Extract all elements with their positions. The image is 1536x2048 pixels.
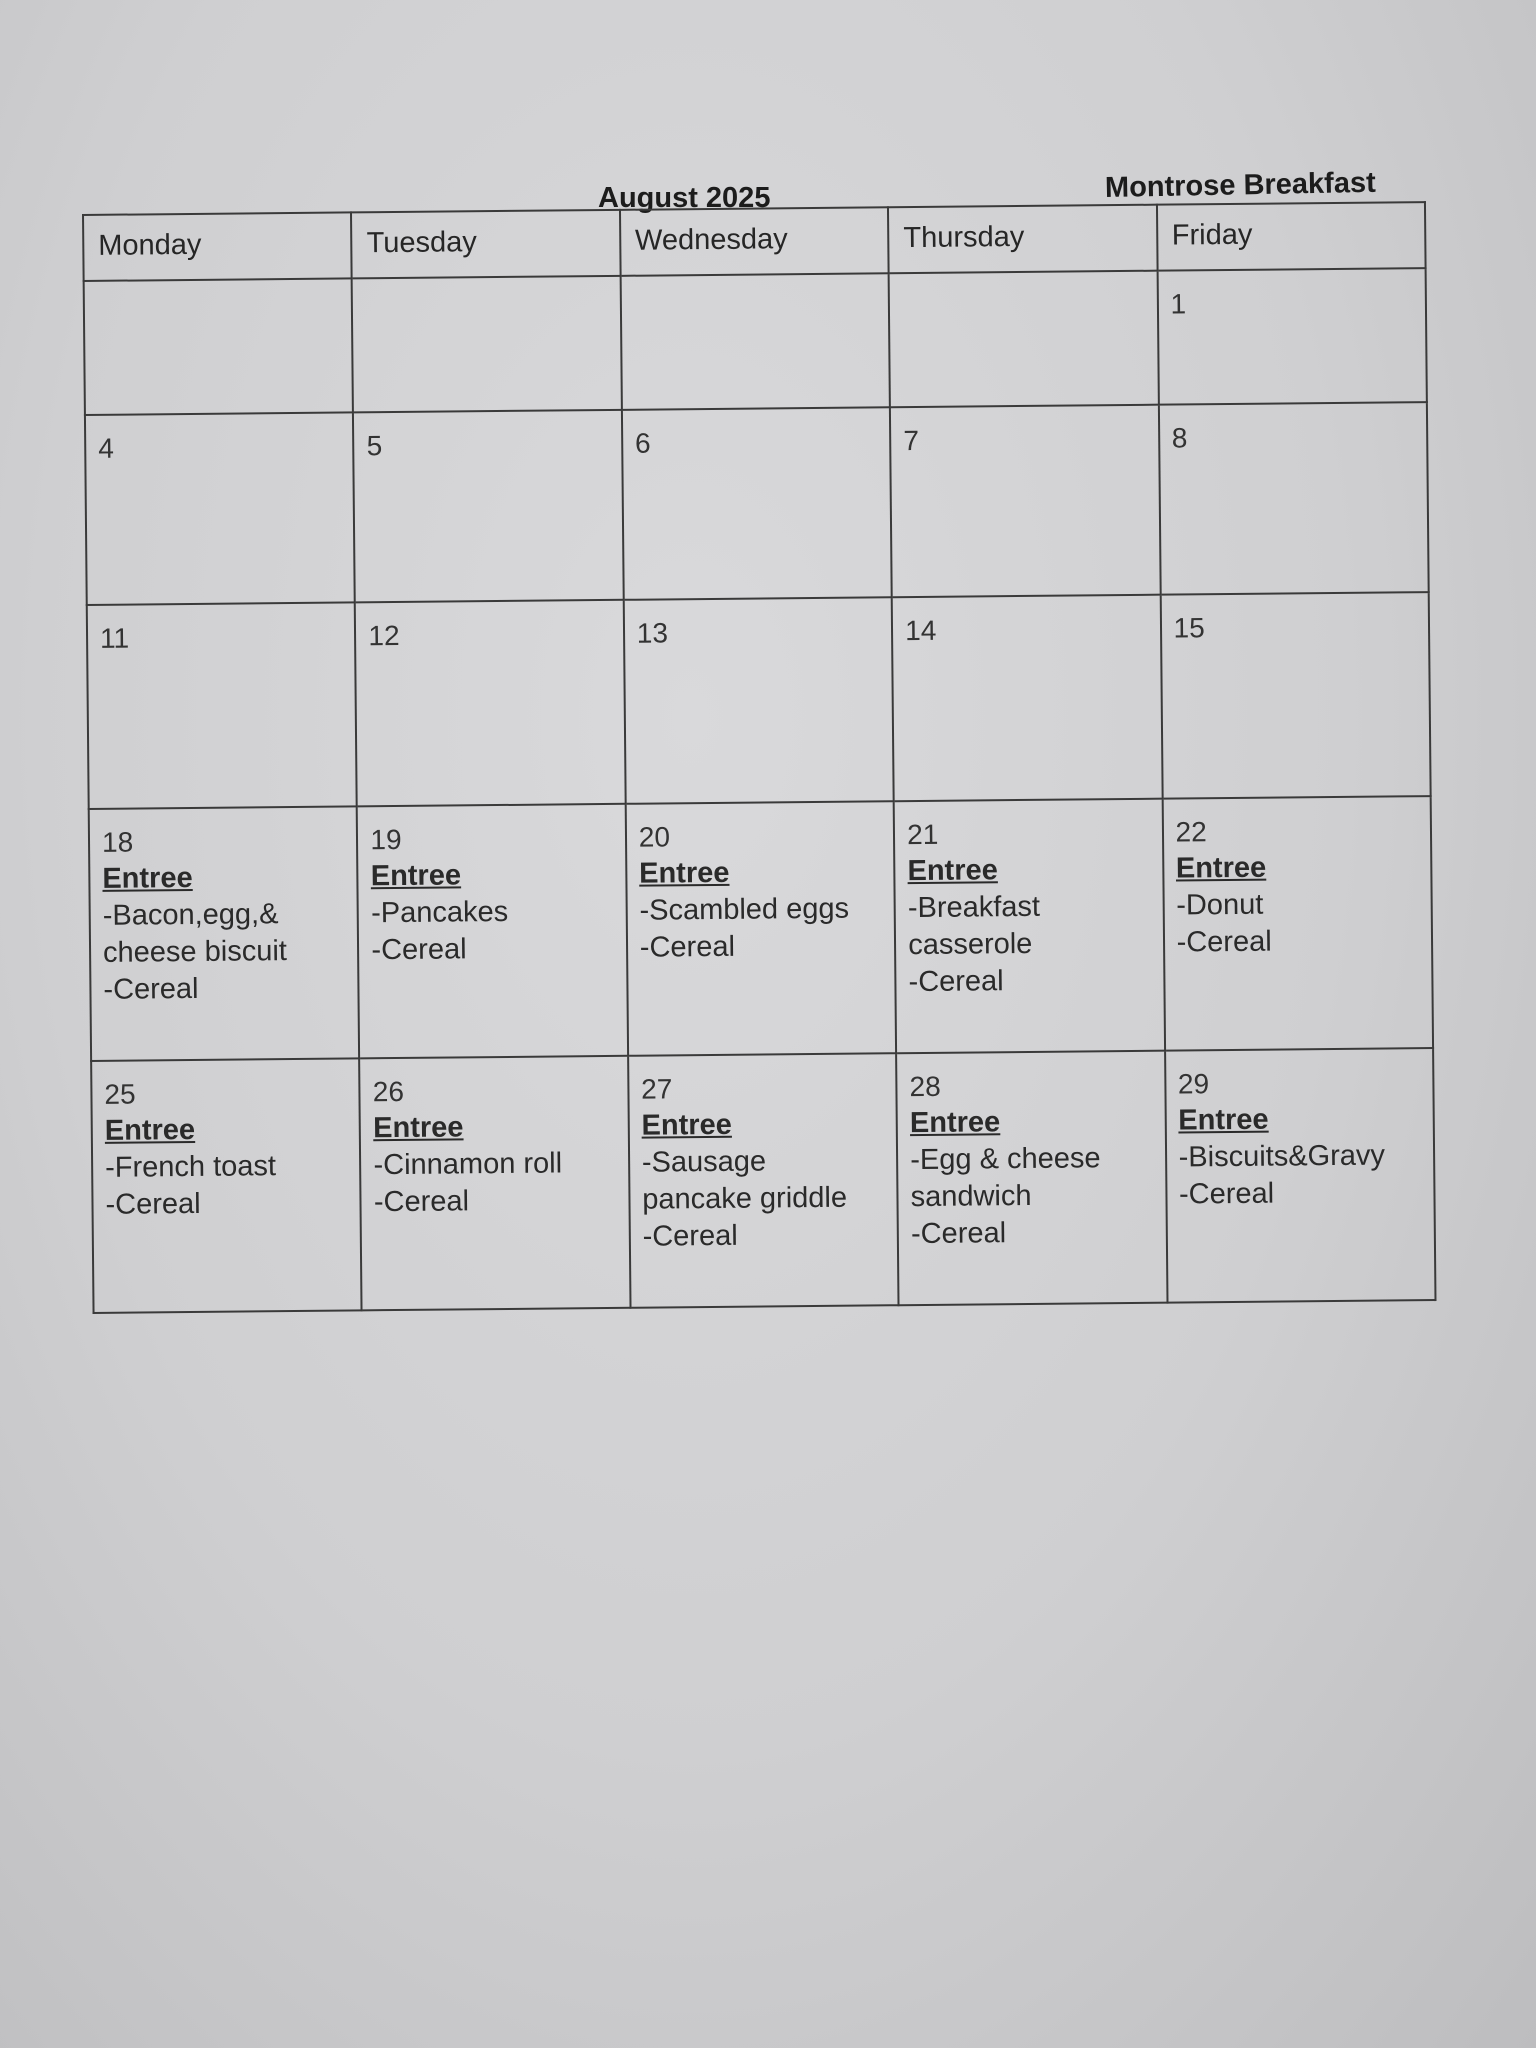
entree-label: Entree	[638, 856, 730, 890]
day-cell	[1160, 592, 1430, 799]
menu-item: -Cereal	[908, 965, 1004, 999]
calendar-table	[82, 201, 1436, 1314]
day-number: 14	[905, 614, 937, 647]
menu-item: -Cereal	[371, 933, 467, 967]
day-cell	[87, 602, 357, 809]
day-number: 12	[368, 619, 400, 652]
day-cell	[896, 1051, 1167, 1306]
day-number	[634, 288, 888, 290]
day-number: 1	[1170, 288, 1187, 320]
day-number: 18	[101, 826, 134, 858]
menu-item: -French toast	[105, 1150, 277, 1184]
menu-item: -Donut	[1176, 888, 1264, 922]
entree-label: Entree	[1175, 851, 1267, 885]
menu-item: -Cereal	[105, 1187, 201, 1221]
weekday-header: Thursday	[888, 205, 1157, 274]
menu-item: pancake griddle	[642, 1181, 848, 1216]
month-heading: August 2025	[598, 182, 771, 214]
day-number	[365, 291, 619, 293]
day-cell	[624, 597, 894, 804]
menu-item: -Egg & cheese	[910, 1142, 1101, 1177]
entree-label: Entree	[1178, 1103, 1269, 1137]
day-cell	[625, 801, 896, 1056]
day-cell	[360, 1056, 631, 1311]
day-number: 29	[1177, 1068, 1210, 1100]
day-number: 5	[366, 430, 383, 462]
entree-label: Entree	[104, 1113, 196, 1147]
week-row	[84, 268, 1427, 415]
day-number: 27	[641, 1073, 673, 1105]
menu-item: -Cereal	[103, 972, 199, 1006]
entree-label: Entree	[102, 861, 193, 895]
day-number: 22	[1175, 816, 1207, 848]
menu-item: -Bacon,egg,&	[102, 898, 279, 932]
day-cell	[1158, 402, 1428, 595]
day-cell	[85, 412, 355, 605]
menu-item: -Cereal	[642, 1219, 738, 1253]
day-cell	[889, 271, 1159, 408]
menu-title: Montrose Breakfast	[1104, 166, 1376, 204]
day-number: 25	[104, 1078, 136, 1110]
menu-item: -Cereal	[373, 1185, 470, 1219]
day-cell	[892, 595, 1162, 802]
entree-label: Entree	[370, 859, 462, 893]
day-cell	[352, 276, 622, 413]
day-number: 26	[372, 1075, 405, 1108]
entree-label: Entree	[373, 1111, 464, 1145]
day-number: 19	[370, 823, 402, 856]
day-cell	[628, 1053, 899, 1308]
day-number: 11	[99, 622, 130, 654]
day-cell	[91, 1058, 362, 1313]
menu-item: -Scambled eggs	[639, 892, 850, 927]
day-number	[902, 286, 1156, 288]
day-number: 28	[909, 1070, 941, 1103]
menu-item: -Cereal	[639, 930, 736, 964]
weekday-header: Friday	[1157, 202, 1426, 271]
day-cell	[890, 405, 1160, 598]
week-row	[87, 592, 1431, 809]
menu-item: -Sausage	[641, 1145, 767, 1179]
day-number: 20	[638, 821, 671, 853]
week-row	[85, 402, 1429, 605]
day-number: 7	[903, 424, 920, 457]
weekday-header: Tuesday	[351, 210, 620, 279]
day-cell	[620, 273, 890, 410]
menu-item: casserole	[908, 927, 1033, 962]
day-cell	[622, 407, 892, 600]
day-number	[97, 293, 351, 295]
day-cell	[353, 410, 623, 603]
entree-label: Entree	[641, 1108, 732, 1142]
menu-item: -Pancakes	[370, 895, 509, 930]
week-row	[91, 1048, 1435, 1313]
day-cell	[894, 799, 1165, 1054]
day-cell	[355, 600, 625, 807]
day-cell	[1157, 268, 1427, 405]
day-number: 21	[907, 818, 939, 851]
day-number: 6	[634, 427, 651, 459]
day-cell	[89, 806, 360, 1061]
entree-label: Entree	[907, 854, 998, 888]
calendar-body	[84, 268, 1436, 1313]
weekday-header: Wednesday	[620, 207, 889, 276]
menu-item: -Cinnamon roll	[373, 1147, 563, 1182]
entree-label: Entree	[909, 1106, 1001, 1140]
day-cell	[1162, 796, 1433, 1051]
week-row	[89, 796, 1433, 1061]
day-cell	[1165, 1048, 1436, 1303]
menu-item: -Cereal	[910, 1217, 1007, 1251]
day-number: 4	[98, 432, 114, 464]
menu-item: -Cereal	[1176, 925, 1272, 959]
menu-item: sandwich	[910, 1179, 1032, 1214]
menu-item: -Breakfast	[907, 890, 1041, 925]
day-number: 15	[1173, 612, 1205, 644]
menu-item: -Cereal	[1178, 1177, 1275, 1211]
day-number: 8	[1171, 422, 1188, 454]
menu-item: -Biscuits&Gravy	[1178, 1139, 1386, 1174]
menu-item: cheese biscuit	[102, 935, 288, 969]
day-cell	[357, 804, 628, 1059]
day-number: 13	[636, 617, 669, 649]
day-cell	[84, 278, 354, 415]
weekday-header: Monday	[83, 212, 352, 281]
